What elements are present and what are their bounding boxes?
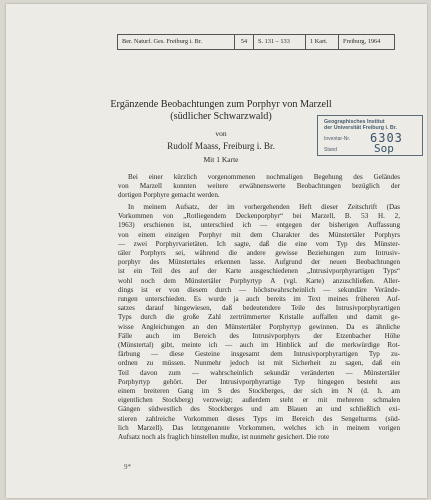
text-line: wohl noch dem Münstertäler Porphyrtyp A (vgl. Karte) anzuschließen. Aller- bbox=[118, 276, 400, 285]
stamp-inventory-label: Inventar-Nr. bbox=[324, 136, 351, 142]
stamp-inventory-number: 6303 bbox=[370, 131, 403, 145]
journal-name: Ber. Naturf. Ges. Freiburg i. Br. bbox=[118, 35, 235, 49]
text-line: einem breiteren Gang im S des Stockberges, der sich im N (d. h. am bbox=[118, 387, 400, 396]
text-line: dings ist er von diesem durch — höchstwahrscheinlich — sekundäre Verände- bbox=[118, 285, 400, 294]
text-line: Vorkommen von „Rotliegendem Deckenporphyr“ bei Marzell, B. 53 H. 2, bbox=[118, 212, 400, 221]
citation-header bbox=[117, 34, 395, 50]
paragraph-1 bbox=[118, 173, 400, 201]
text-line: Bei einer kürzlich vorgenommenen nochmaligen Begehung des Geländes bbox=[128, 173, 400, 181]
signature-mark: 9* bbox=[124, 463, 131, 471]
text-line: eigentlichen Stockberg) verzweigt; außerdem steht er mit mehreren schmalen bbox=[118, 396, 400, 405]
article-title: Ergänzende Beobachtungen zum Porphyr von Marzell bbox=[110, 99, 332, 110]
paragraph-2 bbox=[118, 203, 400, 442]
stamp-location-label: Stand bbox=[324, 147, 338, 153]
text-line: von Marzell konnten weitere erwähnenswerte Beobachtungen bezüglich der bbox=[118, 182, 400, 191]
text-line: färbung — diese Gesteine insgesamt dem Intrusivporphyrartigen Typ zu- bbox=[118, 350, 400, 359]
text-line: lich Marzell). Das letztgenannte Vorkommen, welches ich in meinem vorigen bbox=[118, 423, 400, 432]
text-line: täler Porphyrs sei, während die andere gewisse Beziehungen zum Intrusiv- bbox=[118, 249, 400, 258]
text-line: ist ein Teil des auf der Karte ausgeschiedenen „Intrusivporphyrartigen Typs“ bbox=[118, 267, 400, 276]
place-year: Freiburg, 1964 bbox=[343, 38, 381, 45]
text-line: In meinem Aufsatz, der im vorhergehenden Heft dieser Zeitschrift (Das bbox=[128, 203, 400, 211]
text-line: von einem einzigen Porphyr mit dem Charakter des Münstertäler Porphyrs bbox=[118, 230, 400, 239]
text-line: — zwei Porphyrvarietäten. Ich sagte, daß die eine vom Typ des Münster- bbox=[118, 239, 400, 248]
text-line: (Münstertal) gibt, meinte ich — auch im Hinblick auf die merkwürdige Rot- bbox=[118, 341, 400, 350]
text-line: dortigen Porphyre gemacht werden. bbox=[118, 191, 220, 200]
by-line: von bbox=[215, 129, 227, 138]
text-line: Teil davon zum — wahrscheinlich sekundär veränderten — Münstertäler bbox=[118, 368, 400, 377]
author-name: Rudolf Maass, Freiburg i. Br. bbox=[167, 141, 275, 151]
text-line: ordnen zu müssen. Nunmehr jedoch ist mit Sicherheit zu sagen, daß ein bbox=[118, 359, 400, 368]
text-line: Typs durch die große Zahl zertrümmerter Kristalle auffallen und damit ge- bbox=[118, 313, 400, 322]
document-page bbox=[6, 4, 427, 498]
maps-note: Mit 1 Karte bbox=[203, 155, 239, 164]
text-line: stieren zahlreiche Vorkommen dieses Typs im Bereich des Sengelturms (süd- bbox=[118, 414, 400, 423]
stamp-location-value: Sop bbox=[374, 142, 394, 155]
text-line: wisse Angleichungen an den Münstertäler Porphyrtyp gewinnen. Da es ähnliche bbox=[118, 322, 400, 331]
page-range: S. 131 – 133 bbox=[254, 35, 306, 49]
volume-number: 54 bbox=[235, 35, 254, 49]
text-line: 1963) erschienen ist, unterschied ich — entgegen der bisherigen Auffassung bbox=[118, 221, 400, 230]
text-line: Gängen südwestlich des Stockberges und am Blauen an und schließlich exi- bbox=[118, 405, 400, 414]
text-line: rungen unterschieden. Es wurde ja auch bereits im Text meines früheren Auf- bbox=[118, 295, 400, 304]
stamp-university: der Universität Freiburg i. Br. bbox=[324, 125, 397, 131]
text-line: Aufsatz noch als fraglich hinstellen mußte, ist nunmehr gesichert. Die rote bbox=[118, 433, 330, 442]
text-line: Fälle auch im Bereich des Intrusivporphyrs der Etzenbacher Höhe bbox=[118, 331, 400, 340]
stamp-institute: Geographisches Institut bbox=[324, 119, 385, 125]
text-line: Porphyrtyp gehört. Der Intrusivporphyrartige Typ hingegen besteht aus bbox=[118, 377, 400, 386]
article-subtitle: (südlicher Schwarzwald) bbox=[170, 111, 272, 122]
text-line: satzes darauf hingewiesen, daß bedeutendere Teile des Intrusivporphyrartigen bbox=[118, 304, 400, 313]
map-count: 1 Kart. bbox=[306, 35, 339, 49]
text-line: porphyr des Münstertales erkennen lasse. Aufgrund der neuen Beobachtungen bbox=[118, 258, 400, 267]
